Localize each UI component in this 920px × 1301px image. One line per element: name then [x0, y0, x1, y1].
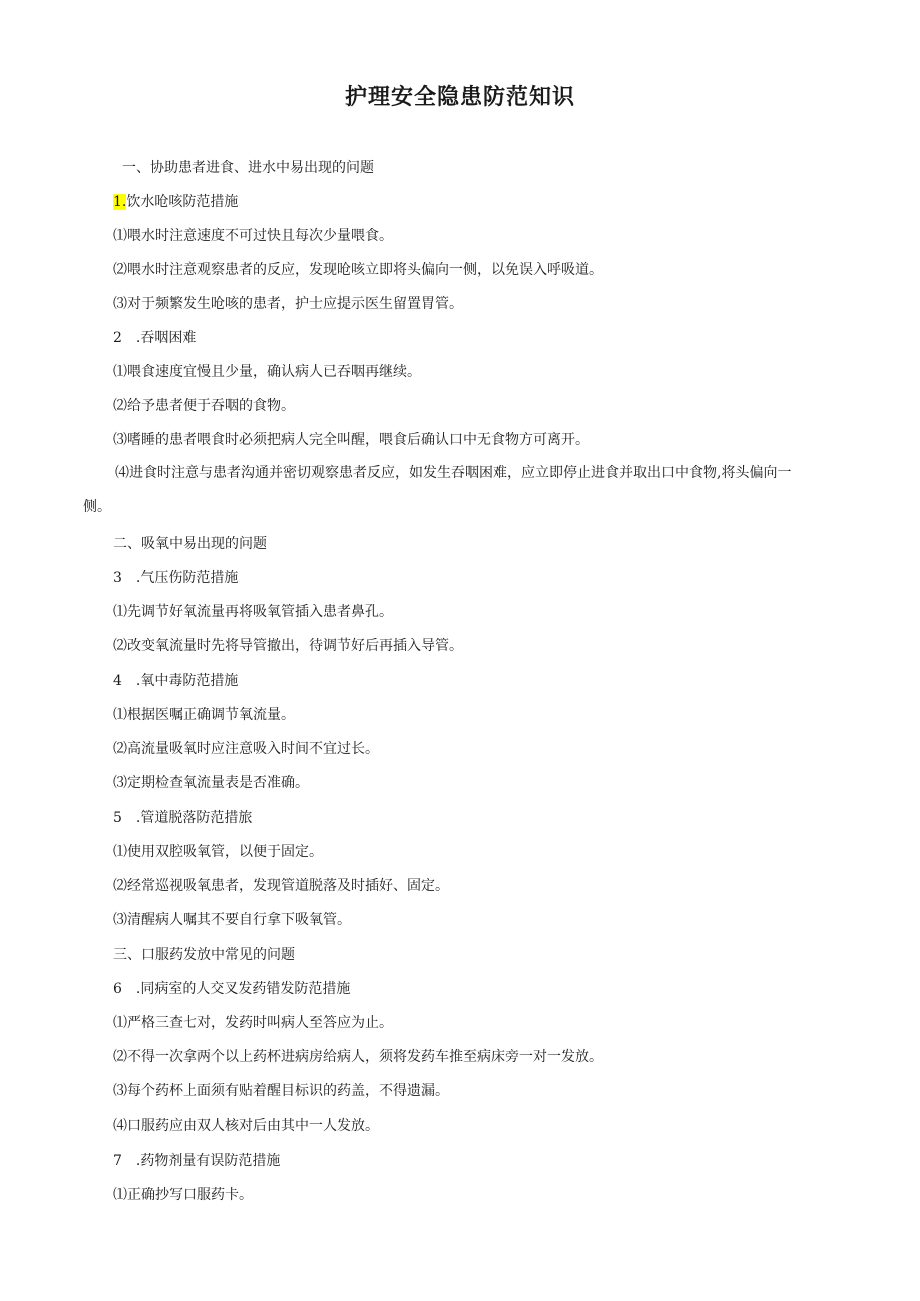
- list-item: ⑵高流量吸氧时应注意吸入时间不宜过长。: [113, 741, 379, 757]
- list-item: ⑵不得一次拿两个以上药杯进病房给病人，须将发药车推至病床旁一对一发放。: [113, 1049, 603, 1065]
- list-item: ⑵喂水时注意观察患者的反应，发现呛咳立即将头偏向一侧，以免误入呼吸道。: [113, 262, 603, 278]
- section-heading-1: 一、协助患者进食、进水中易出现的问题: [122, 160, 374, 176]
- subheading-7: 7 .药物剂量有误防范措施: [113, 1153, 281, 1169]
- list-item: ⑵改变氧流量时先将导管撤出，待调节好后再插入导管。: [113, 638, 463, 654]
- page-title: 护理安全隐患防范知识: [344, 85, 575, 110]
- list-item: ⑴正确抄写口服药卡。: [113, 1187, 253, 1203]
- list-item: ⑶定期检查氧流量表是否准确。: [113, 775, 309, 791]
- list-item: ⑴喂食速度宜慢且少量，确认病人已吞咽再继续。: [113, 364, 421, 380]
- subheading-3: 3 .气压伤防范措施: [113, 570, 239, 586]
- list-item: ⑴先调节好氧流量再将吸氧管插入患者鼻孔。: [113, 604, 393, 620]
- list-item: ⑵给予患者便于吞咽的食物。: [113, 398, 295, 414]
- list-item: ⑷口服药应由双人核对后由其中一人发放。: [113, 1118, 379, 1134]
- subheading-1: 1.饮水呛咳防范措施: [113, 194, 239, 210]
- list-item: ⑵经常巡视吸氧患者，发现管道脱落及时插好、固定。: [113, 878, 449, 894]
- list-item: ⑶清醒病人嘱其不要自行拿下吸氧管。: [113, 912, 351, 928]
- list-item: ⑶对于频繁发生呛咳的患者，护士应提示医生留置胃管。: [113, 296, 463, 312]
- subheading-5: 5 .管道脱落防范措旅: [113, 810, 253, 826]
- section-heading-2: 二、吸氧中易出现的问题: [113, 536, 267, 552]
- subheading-2: 2 .吞咽困难: [113, 330, 197, 346]
- subheading-6: 6 .同病室的人交叉发药错发防范措施: [113, 981, 351, 997]
- list-item: ⑴使用双腔吸氧管，以便于固定。: [113, 844, 323, 860]
- list-item: ⑴严格三查七对，发药时叫病人至答应为止。: [113, 1015, 393, 1031]
- highlight-mark: 1.: [113, 194, 127, 210]
- list-item: ⑴根据医嘱正确调节氧流量。: [113, 707, 295, 723]
- list-item: ⑴喂水时注意速度不可过快且每次少量喂食。: [113, 228, 393, 244]
- list-item-wrapped: ⑷进食时注意与患者沟通并密切观察患者反应，如发生吞咽困难，应立即停止进食并取出口中食物,将头偏向一侧。: [83, 465, 792, 515]
- list-item: ⑶每个药杯上面须有贴着醒目标识的药盖，不得遗漏。: [113, 1083, 449, 1099]
- section-heading-3: 三、口服药发放中常见的问题: [113, 947, 295, 963]
- list-item: ⑶嗜睡的患者喂食时必须把病人完全叫醒，喂食后确认口中无食物方可离开。: [113, 432, 589, 448]
- subheading-4: 4 .氧中毒防范措施: [113, 673, 239, 689]
